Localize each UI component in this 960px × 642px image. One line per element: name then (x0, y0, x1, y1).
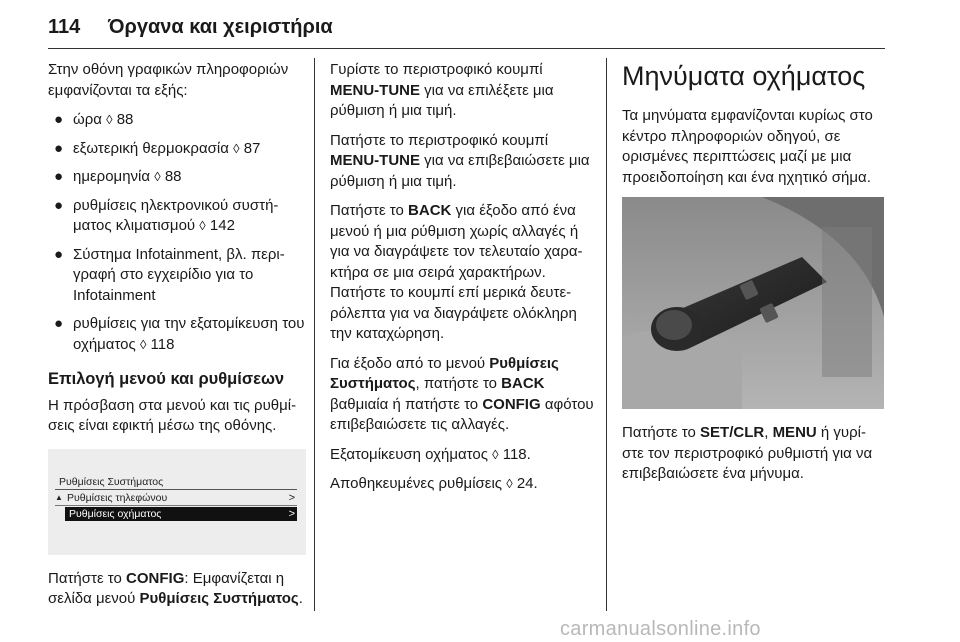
text-fragment: ή γυρί-στε τον περιστροφικό ρυθμιστή για να επιβεβαιώσετε ένα μήνυμα. (622, 424, 873, 482)
text-fragment: βαθμιαία ή πατήστε το (330, 395, 483, 413)
messages-paragraph: Τα μηνύματα εμφανίζονται κυρίως στο κέντρο πληροφοριών οδηγού, σε ορισμένες περιπτώσεις μαζί με μια προειδοποίηση και ένα ηχητικό σήμα. (622, 107, 873, 186)
menu-row-vehicle-label: Ρυθμίσεις οχήματος (69, 507, 162, 520)
text-fragment: για να επιλέξετε μια ρύθμιση ή μια τιμή. (330, 81, 554, 119)
page-ref: 88 (116, 111, 134, 128)
column-divider-1 (314, 58, 315, 611)
text-fragment: Εξατομίκευση οχήματος (330, 445, 488, 463)
page-ref: 87 (243, 139, 261, 157)
reference-icon: ◊ (233, 140, 240, 156)
page-ref: 118. (502, 445, 531, 463)
watermark: carmanualsonline.info (560, 618, 761, 640)
page-ref: 88 (164, 168, 182, 185)
list-item (48, 110, 306, 131)
steering-stalk-photo (622, 197, 884, 409)
reference-icon: ◊ (154, 169, 161, 184)
set-clr-name: SET/CLR (700, 424, 765, 441)
menu-row-vehicle (65, 507, 297, 521)
list-item (48, 167, 306, 188)
section-heading-messages: Μηνύματα οχήματος (622, 61, 866, 91)
turn-knob-paragraph (330, 60, 594, 122)
reference-icon: ◊ (106, 112, 113, 127)
exit-menu-paragraph (330, 354, 594, 436)
list-item-text: Σύστημα Infotainment, βλ. περι-γραφή στο εγχειρίδιο για το Infotainment (73, 245, 285, 304)
reference-icon: ◊ (139, 336, 147, 352)
text-fragment: : Εμφανίζεται η σελίδα μενού (48, 569, 285, 607)
list-item (48, 196, 306, 237)
list-item (48, 314, 306, 355)
page-header (0, 0, 960, 52)
chevron-right-icon: > (288, 491, 295, 504)
back-button-name: BACK (408, 202, 452, 219)
menu-row-phone-label: Ρυθμίσεις τηλεφώνου (67, 491, 168, 504)
header-rule (48, 48, 885, 49)
up-triangle-icon: ▲ (55, 492, 63, 502)
config-paragraph (48, 569, 306, 610)
text-fragment: Πατήστε το περιστροφικό κουμπί (330, 131, 549, 149)
text-fragment: Πατήστε το (48, 569, 127, 587)
list-item-text: ημερομηνία (73, 168, 151, 185)
back-button-name: BACK (501, 375, 545, 392)
list-item-text: ώρα (73, 111, 102, 128)
chevron-right-icon: > (288, 507, 295, 520)
menu-title-row (55, 475, 297, 490)
menu-button-name: MENU (772, 424, 817, 441)
info-list (48, 110, 306, 355)
section-heading-menu: Επιλογή μενού και ρυθμίσεων (48, 370, 285, 388)
settings-menu-panel (55, 475, 297, 523)
list-item (48, 139, 306, 160)
column-3 (622, 60, 884, 494)
text-fragment: Πατήστε το (622, 424, 701, 441)
bullet-icon: ● (54, 168, 64, 185)
page-ref: 142 (209, 217, 235, 234)
text-fragment: για έξοδο από ένα μενού ή μια ρύθμιση χωρίς αλλαγές ή για να διαγράψετε τον τελευταίο χαρα-κτήρα σε μια σειρά χαρακτήρων. Πατήστε το κουμπί επί μερικά δευτε-ρόλεπτα για να διαγράψετε ολόκληρη την καταχώρηση. (330, 202, 583, 342)
column-1 (48, 60, 306, 619)
reference-icon: ◊ (506, 476, 513, 491)
text-fragment: , (764, 424, 773, 441)
menu-row-phone (55, 491, 297, 506)
bullet-icon: ● (54, 315, 64, 332)
text-fragment: Πατήστε το (330, 202, 409, 219)
menu-tune-name: MENU-TUNE (330, 152, 420, 169)
page-title: Όργανα και χειριστήρια (108, 16, 333, 38)
text-fragment: Για έξοδο από το μενού (330, 354, 490, 372)
back-paragraph (330, 201, 594, 345)
reference-icon: ◊ (492, 446, 499, 462)
press-knob-paragraph (330, 131, 594, 193)
confirm-message-paragraph (622, 423, 884, 485)
page-ref: 118 (150, 335, 175, 353)
bullet-icon: ● (54, 245, 64, 263)
text-fragment: Αποθηκευμένες ρυθμίσεις (330, 475, 503, 492)
display-screenshot (48, 449, 306, 555)
page-number: 114 (48, 16, 81, 38)
menu-title: Ρυθμίσεις Συστήματος (59, 475, 164, 488)
text-fragment: Γυρίστε το περιστροφικό κουμπί (330, 61, 543, 78)
stalk-illustration (622, 197, 884, 409)
intro-paragraph: Στην οθόνη γραφικών πληροφοριών εμφανίζονται τα εξής: (48, 61, 289, 99)
list-item-text: ρυθμίσεις ηλεκτρονικού συστή-ματος κλιματισμού (73, 196, 279, 234)
bullet-icon: ● (54, 196, 64, 214)
text-fragment: . (298, 590, 303, 607)
menu-tune-name: MENU-TUNE (330, 81, 420, 99)
personalization-ref (330, 445, 594, 466)
bullet-icon: ● (54, 111, 64, 128)
config-button-name: CONFIG (482, 395, 541, 413)
stored-settings-ref (330, 474, 594, 495)
menu-paragraph: Η πρόσβαση στα μενού και τις ρυθμί-σεις είναι εφικτή μέσω της οθόνης. (48, 396, 297, 434)
list-item (48, 245, 306, 307)
text-fragment: αφότου επιβεβαιώσετε τις αλλαγές. (330, 395, 594, 433)
list-item-text: εξωτερική θερμοκρασία (73, 139, 229, 157)
column-2 (330, 60, 594, 504)
column-divider-2 (606, 58, 607, 611)
system-settings-name: Ρυθμίσεις Συστήματος (330, 354, 559, 392)
list-item-text: ρυθμίσεις για την εξατομίκευση του οχήματος (73, 315, 305, 353)
text-fragment: , πατήστε το (415, 375, 502, 392)
reference-icon: ◊ (199, 218, 206, 233)
page-ref: 24. (516, 475, 538, 492)
bullet-icon: ● (54, 139, 64, 157)
system-settings-name: Ρυθμίσεις Συστήματος (139, 590, 299, 607)
config-button-name: CONFIG (126, 569, 185, 587)
text-fragment: για να επιβεβαιώσετε μια ρύθμιση ή μια τιμή. (330, 152, 590, 190)
